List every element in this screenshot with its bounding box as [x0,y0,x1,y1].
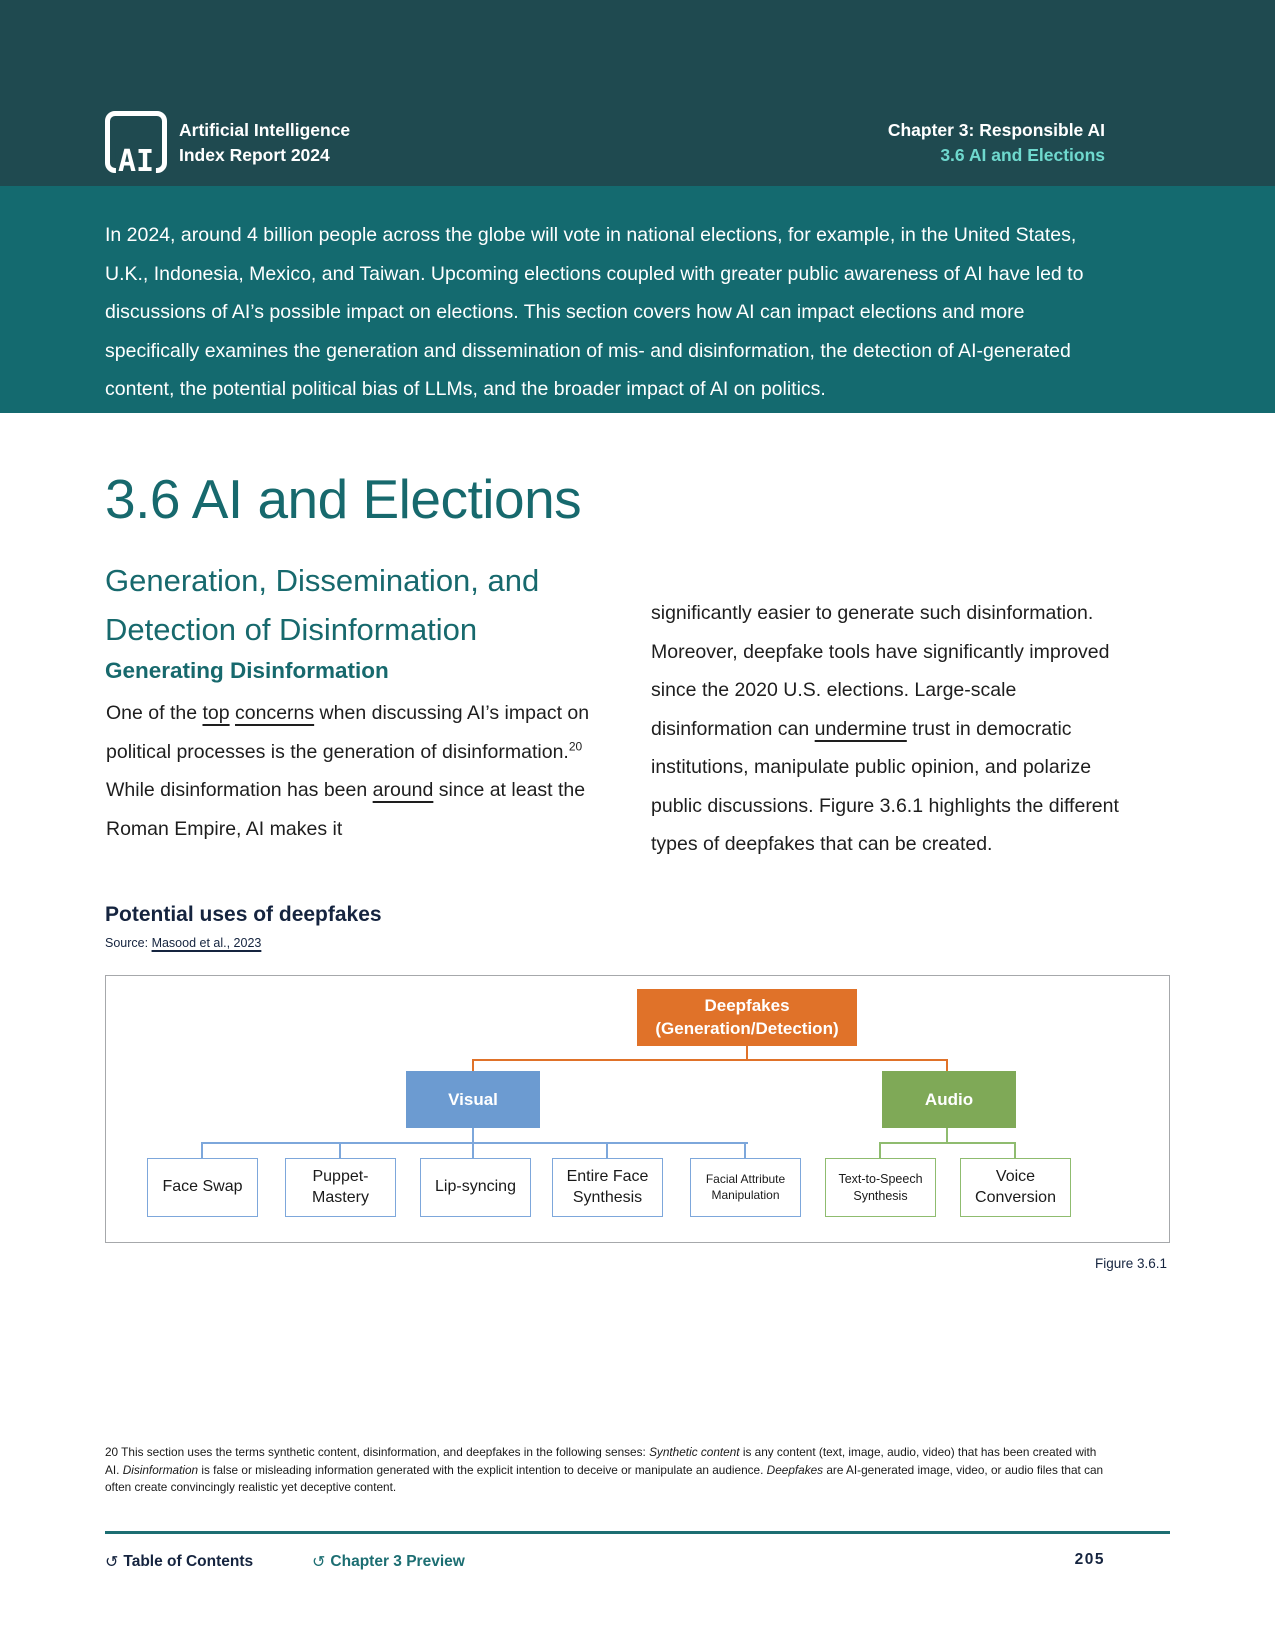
diagram-node-facial-attribute-manipulation: Facial Attribute Manipulation [690,1158,801,1217]
connector-drop-puppet [339,1142,341,1158]
diagram-node-puppet-mastery: Puppet-Mastery [285,1158,396,1217]
diagram-node-lip-syncing: Lip-syncing [420,1158,531,1217]
brand-line-2: Index Report 2024 [179,145,330,165]
page-header [0,0,1275,186]
footnote-marker-20: 20 [568,739,583,753]
undo-arrow-icon: ↺ [312,1554,326,1571]
link-top[interactable]: top [202,702,230,724]
undo-arrow-icon: ↺ [105,1554,119,1571]
intro-band [0,186,1275,413]
connector-drop-face-swap [201,1142,203,1158]
text-segment: are AI-generated image, video, or audio files that can often create convincingly realistic yet deceptive content. [105,1462,1104,1494]
chapter-3-preview-link[interactable] [312,1551,465,1571]
connector-drop-lip-sync [472,1142,474,1158]
connector-drop-facial-attr [744,1142,746,1158]
connector-drop-visual [472,1059,474,1071]
diagram-node-audio: Audio [882,1071,1016,1128]
subsection-heading: Generating Disinformation [105,658,389,683]
diagram-node-voice-conversion: Voice Conversion [960,1158,1071,1217]
figure-source [105,936,261,950]
diagram-node-visual: Visual [406,1071,540,1128]
brand-line-1: Artificial Intelligence [179,120,351,140]
connector-visual-stem [472,1128,474,1142]
footer-divider [105,1531,1170,1534]
link-source-masood[interactable]: Masood et al., 2023 [151,936,262,950]
term-disinformation: Disinformation [122,1462,199,1477]
figure-caption: Figure 3.6.1 [1094,1256,1167,1271]
diagram-node-deepfakes: Deepfakes (Generation/Detection) [637,989,857,1046]
connector-audio-horizontal [879,1142,1016,1144]
deepfakes-diagram [105,975,1170,1243]
text-segment: 20 This section uses the terms synthetic content, disinformation, and deepfakes in the following senses: [105,1445,650,1459]
chapter-3-preview-label: Chapter 3 Preview [330,1553,465,1570]
page-title: 3.6 AI and Elections [105,468,582,530]
connector-drop-tts [879,1142,881,1158]
text-segment: since at least the Roman Empire, AI makes it [106,779,586,840]
text-segment: One of the [106,702,203,724]
figure-title: Potential uses of deepfakes [105,903,382,926]
page-number: 205 [1074,1551,1105,1568]
header-section-label: 3.6 AI and Elections [940,145,1105,165]
table-of-contents-label: Table of Contents [123,1553,254,1570]
footnote-20 [105,1444,1113,1497]
ai-index-logo-icon [105,111,167,179]
intro-paragraph: In 2024, around 4 billion people across the globe will vote in national elections, for example, in the United States, U.K., Indonesia, Mexico, and Taiwan. Upcoming elections coupled with greater public awareness of AI have led to discussions of AI’s possible impact on elections. This section covers how AI can impact elections and more specifically examines the generation and dissemination of mis- and disinformation, the detection of AI-generated content, the potential political bias of LLMs, and the broader impact of AI on politics. [105,224,1084,400]
text-segment: when discussing AI’s impact on political processes is the generation of disinformation. [106,702,590,763]
brand-title [179,118,350,168]
text-segment: is false or misleading information generated with the explicit intention to deceive or manipulate an audience. [198,1462,767,1477]
connector-drop-audio [946,1059,948,1071]
term-synthetic-content: Synthetic content [649,1445,740,1459]
connector-visual-horizontal [201,1142,748,1144]
text-segment: is any content (text, image, audio, video) that has been created with AI. [105,1445,1097,1477]
connector-drop-entire-face [606,1142,608,1158]
link-undermine[interactable]: undermine [814,717,907,740]
connector-root-horizontal [472,1059,948,1061]
source-prefix: Source: [105,936,152,950]
header-chapter-label: Chapter 3: Responsible AI [887,120,1105,140]
term-deepfakes: Deepfakes [766,1462,824,1477]
diagram-node-text-to-speech-synthesis: Text-to-Speech Synthesis [825,1158,936,1217]
table-of-contents-link[interactable] [105,1551,253,1571]
connector-audio-stem [946,1128,948,1142]
diagram-node-face-swap: Face Swap [147,1158,258,1217]
page-footer [0,1551,1275,1581]
logo-text: AI [117,143,155,179]
body-column-left [106,694,606,848]
connector-drop-voice [1014,1142,1016,1158]
link-concerns[interactable]: concerns [235,702,315,724]
section-subtitle: Generation, Dissemination, and Detection of Disinformation [105,563,540,647]
diagram-node-entire-face-synthesis: Entire Face Synthesis [552,1158,663,1217]
body-column-right [651,594,1126,864]
link-around[interactable]: around [372,779,434,801]
text-segment: While disinformation has been [106,779,373,801]
text-segment: significantly easier to generate such disinformation. Moreover, deepfake tools have significantly improved since the 2020 U.S. elections. Large-scale disinformation can [651,602,1110,740]
connector-root-stem [746,1046,748,1059]
text-segment: trust in democratic institutions, manipulate public opinion, and polarize public discussions. Figure 3.6.1 highlights the different types of deepfakes that can be created. [651,717,1119,855]
header-breadcrumb [888,118,1105,168]
